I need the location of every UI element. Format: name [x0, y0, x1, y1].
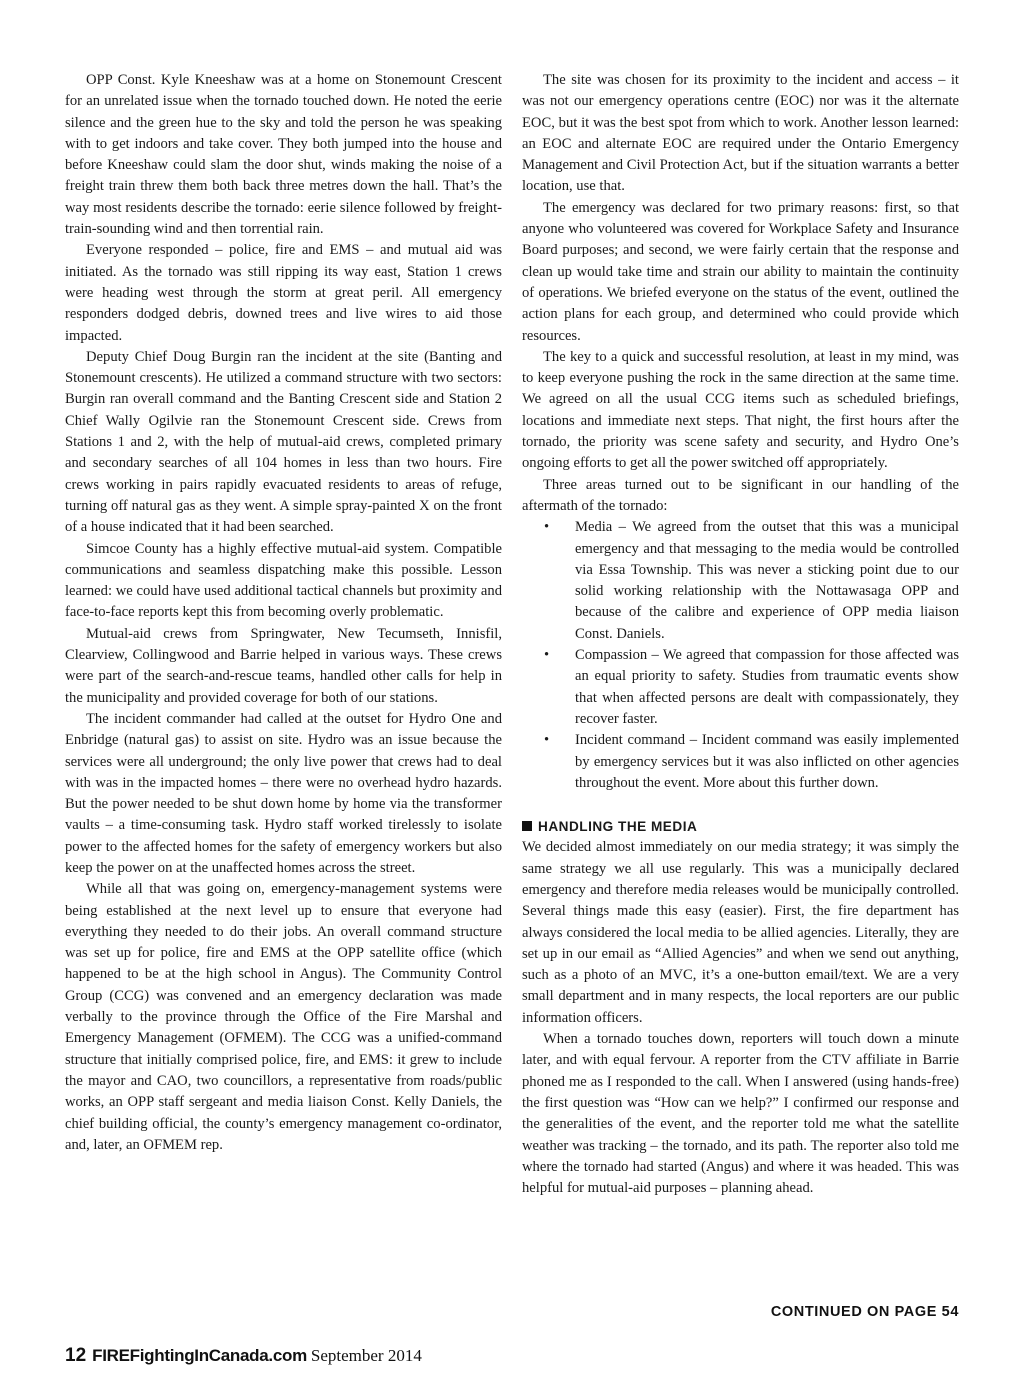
body-paragraph: Mutual-aid crews from Springwater, New Tecumseth, Innisfil, Clearview, Collingwood and Barrie helped in various ways. These crews were part of the search-and-rescue teams, handled other calls for help in the municipality and provided coverage for both of our stations. — [65, 625, 502, 706]
body-paragraph: When a tornado touches down, reporters will touch down a minute later, and with equal fervour. A reporter from the CTV affiliate in Barrie phoned me as I responded to the call. When I answered (using hands-free) the first question was “How can we help?” I confirmed our response and the generalities of the event, and the reporter told me what the satellite weather was tracking – the tornado, and its path. The reporter also told me where the tornado had started (Angus) and where it was headed. This was helpful for mutual-aid purposes – planning ahead. — [522, 1031, 959, 1197]
body-paragraph: We decided almost immediately on our media strategy; it was simply the same strategy we all use regularly. This was a municipally declared emergency and therefore media releases would be municipally controlled. Several things made this easy (easier). First, the fire department has always considered the local media to be allied agencies. Literally, they are set up in our email as “Allied Agencies” and when we send out anything, such as a photo of an MVC, it’s a one-button email/text. We are a very small department and in many respects, the local reporters are our public information officers. — [522, 839, 959, 1026]
continued-notice: CONTINUED ON PAGE 54 — [770, 1304, 959, 1320]
body-paragraph: The site was chosen for its proximity to the incident and access – it was not our emergency operations centre (EOC) nor was it the alternate EOC, but it was the best spot from which to work. Another lesson learned: an EOC and alternate EOC are required under the Ontario Emergency Management and Civil Protection Act, but if the situation warrants a better location, use that. — [522, 72, 959, 195]
left-column — [65, 70, 502, 1156]
bullet-item-compassion — [522, 645, 959, 730]
right-column — [522, 70, 959, 1199]
body-paragraph: Deputy Chief Doug Burgin ran the incident at the site (Banting and Stonemount crescents). He utilized a command structure with two sectors: Burgin ran overall command and the Banting Crescent side and Station 2 Chief Wally Ogilvie ran the Stonemount Crescent side. Crews from Stations 1 and 2, with the help of mutual-aid crews, completed primary and secondary searches of all 104 homes in less than two hours. Fire crews working in pairs rapidly evacuated residents to areas of refuge, turning off natural gas as they went. A simple spray-painted X on the front of a house indicated that it had been searched. — [65, 348, 502, 536]
body-paragraph: OPP Const. Kyle Kneeshaw was at a home on Stonemount Crescent for an unrelated issue when the tornado touched down. He noted the eerie silence and the green hue to the sky and told the person he was speaking with to get indoors and take cover. They both jumped into the house and before Kneeshaw could slam the door shut, winds making the noise of a freight train threw them both back three metres down the hall. That’s the way most residents describe the tornado: eerie silence followed by freight-train-sounding wind and then torrential rain. — [65, 72, 502, 238]
body-paragraph: Everyone responded – police, fire and EMS – and mutual aid was initiated. As the tornado was still ripping its way east, Station 1 crews were heading west through the storm at great peril. All emergency responders dodged debris, downed trees and live wires to aid those impacted. — [65, 242, 502, 344]
square-bullet-icon — [522, 821, 532, 831]
bullet-text: Incident command – Incident command was easily implemented by emergency services but it was also inflicted on other agencies throughout the event. More about this further down. — [575, 732, 959, 791]
bullet-text: Media – We agreed from the outset that this was a municipal emergency and that messaging to the media would be controlled via Essa Township. This was never a sticking point due to our solid working relationship with the Nottawasaga OPP and because of the calibre and experience of OPP media liaison Const. Daniels. — [575, 519, 959, 642]
body-paragraph: While all that was going on, emergency-management systems were being established at the next level up to ensure that everyone had everything they needed to do their jobs. An overall command structure was set up for police, fire and EMS at the OPP satellite office (which happened to be at the high school in Angus). The Community Control Group (CCG) was convened and an emergency declaration was made verbally to the province through the Office of the Fire Marshal and Emergency Management (OFMEM). The CCG was a unified-command structure that initially comprised police, fire, and EMS: it grew to include the mayor and CAO, two councillors, a representative from roads/public works, an OPP staff sergeant and media liaison Const. Kelly Daniels, the chief building official, the county’s emergency management co-ordinator, and, later, an OFMEM rep. — [65, 881, 502, 1153]
issue-date: September 2014 — [310, 1346, 422, 1365]
bullet-list — [522, 517, 959, 794]
body-paragraph: The emergency was declared for two primary reasons: first, so that anyone who volunteered was covered for Workplace Safety and Insurance Board purposes; and second, we were fairly certain that the response and clean up would take time and strain our ability to maintain the continuity of operations. We briefed everyone on the status of the event, outlined the action plans for each group, and determined who could provide which resources. — [522, 199, 959, 344]
bullet-dot-icon: • — [544, 647, 550, 664]
body-paragraph: Simcoe County has a highly effective mutual-aid system. Compatible communications and seamless dispatching make this possible. Lesson learned: we could have used additional tactical channels but proximity and face-to-face reports kept this from becoming overly problematic. — [65, 540, 502, 621]
section-heading-text: HANDLING THE MEDIA — [538, 819, 698, 835]
bullet-item-media — [522, 517, 959, 645]
bullet-text: Compassion – We agreed that compassion for those affected was an equal priority to safety. Studies from traumatic events show that when affected persons are dealt with compassionately, they recover faster. — [575, 647, 959, 727]
bullet-item-incident-command — [522, 730, 959, 794]
bullet-dot-icon: • — [544, 519, 550, 536]
magazine-website: FIREFightingInCanada.com — [92, 1346, 307, 1365]
section-heading — [522, 816, 959, 837]
page-number: 12 — [65, 1345, 87, 1366]
page-footer — [65, 1345, 422, 1367]
bullet-dot-icon: • — [544, 732, 550, 749]
body-paragraph: Three areas turned out to be significant in our handling of the aftermath of the tornado: — [522, 476, 959, 514]
body-paragraph: The incident commander had called at the outset for Hydro One and Enbridge (natural gas) to assist on site. Hydro was an issue because the services were all underground; the only live power that crews had to deal with was in the impacted homes – there were no overhead hydro hazards. But the power needed to be shut down home by home via the transformer vaults – a time-consuming task. Hydro staff worked tirelessly to isolate power to the affected homes for the safety of emergency workers but also keep the power on at the unaffected homes across the street. — [65, 710, 502, 876]
body-paragraph: The key to a quick and successful resolution, at least in my mind, was to keep everyone pushing the rock in the same direction at the same time. We agreed on all the usual CCG items such as scheduled briefings, locations and immediate next steps. That night, the first hours after the tornado, the priority was scene safety and security, and Hydro One’s ongoing efforts to get all the power switched off appropriately. — [522, 348, 959, 472]
